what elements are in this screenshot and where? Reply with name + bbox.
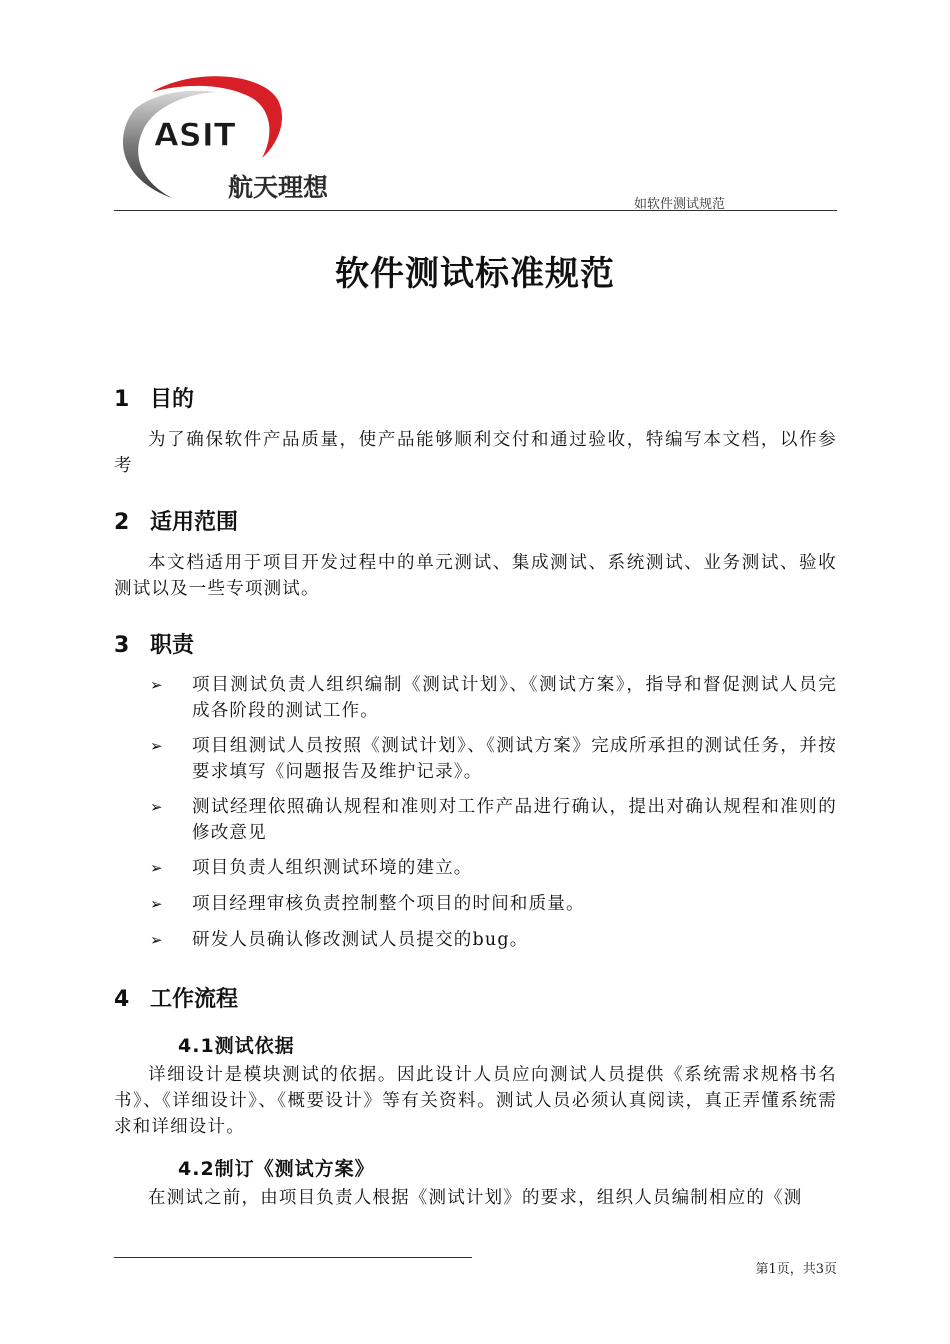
subsection-heading-plan: 4.2制订《测试方案》 xyxy=(178,1158,375,1180)
page-title: 软件测试标准规范 xyxy=(335,254,615,294)
section-number: 2 xyxy=(114,510,130,535)
arrow-bullet-icon: ➢ xyxy=(150,931,164,949)
section-title: 适用范围 xyxy=(150,510,239,535)
page-number: 第1页，共3页 xyxy=(755,1262,837,1277)
list-item: ➢ 项目经理审核负责控制整个项目的时间和质量。 xyxy=(114,891,837,917)
plan-paragraph: 在测试之前，由项目负责人根据《测试计划》的要求，组织人员编制相应的《测 xyxy=(148,1188,803,1208)
section-heading-scope xyxy=(114,505,238,536)
list-item: ➢ 研发人员确认修改测试人员提交的bug。 xyxy=(114,927,837,953)
section-number: 1 xyxy=(114,387,130,412)
responsibilities-list xyxy=(114,672,837,953)
list-item: ➢ 项目负责人组织测试环境的建立。 xyxy=(114,855,837,881)
section-heading-responsibilities xyxy=(114,628,194,659)
section-number: 4 xyxy=(114,987,130,1012)
logo-chinese-text: 航天理想 xyxy=(228,173,329,202)
arrow-bullet-icon: ➢ xyxy=(150,676,164,694)
purpose-paragraph: 为了确保软件产品质量，使产品能够顺利交付和通过验收，特编写本文档，以作参考 xyxy=(114,430,837,476)
basis-paragraph: 详细设计是模块测试的依据。因此设计人员应向测试人员提供《系统需求规格书名书》、《详细设计》、《概要设计》等有关资料。测试人员必须认真阅读，真正弄懂系统需求和详细设计。 xyxy=(114,1065,837,1137)
scope-paragraph: 本文档适用于项目开发过程中的单元测试、集成测试、系统测试、业务测试、验收测试以及一些专项测试。 xyxy=(114,553,837,599)
header-doc-label: 如软件测试规范 xyxy=(633,197,725,212)
section-title: 工作流程 xyxy=(150,987,239,1012)
list-item: ➢ 项目组测试人员按照《测试计划》、《测试方案》完成所承担的测试任务，并按要求填写《问题报告及维护记录》。 xyxy=(114,733,837,785)
arrow-bullet-icon: ➢ xyxy=(150,895,164,913)
section-heading-purpose xyxy=(114,382,194,413)
list-item: ➢ 测试经理依照确认规程和准则对工作产品进行确认，提出对确认规程和准则的修改意见 xyxy=(114,794,837,846)
section-title: 职责 xyxy=(150,633,195,658)
logo-ascii-text: ASIT xyxy=(154,116,236,154)
list-item: ➢ 项目测试负责人组织编制《测试计划》、《测试方案》，指导和督促测试人员完成各阶段的测试工作。 xyxy=(114,672,837,724)
section-heading-workflow xyxy=(114,982,238,1013)
subsection-heading-basis: 4.1测试依据 xyxy=(178,1035,295,1057)
arrow-bullet-icon: ➢ xyxy=(150,859,164,877)
section-title: 目的 xyxy=(150,387,195,412)
section-number: 3 xyxy=(114,633,130,658)
arrow-bullet-icon: ➢ xyxy=(150,798,164,816)
arrow-bullet-icon: ➢ xyxy=(150,737,164,755)
header-divider xyxy=(114,210,837,211)
footer-divider xyxy=(114,1257,472,1258)
asit-logo xyxy=(112,70,357,208)
